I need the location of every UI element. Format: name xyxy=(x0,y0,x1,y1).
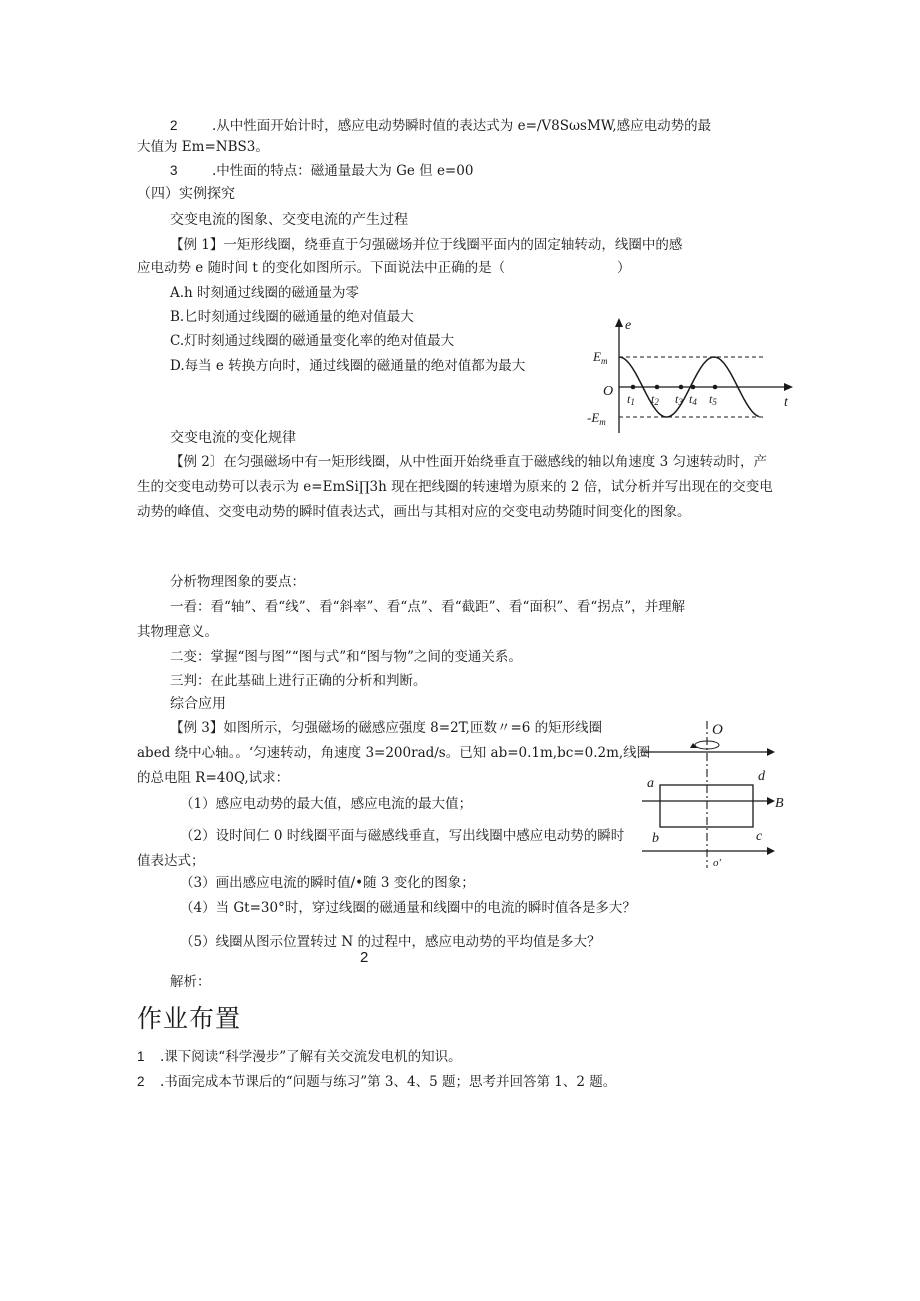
label-d: d xyxy=(758,769,765,784)
tick-dot-2 xyxy=(655,385,660,390)
homework-item-1-text: .课下阅读“科学漫步”了解有关交流发电机的知识。 xyxy=(160,1049,462,1065)
emf-time-graph xyxy=(585,315,800,435)
subheading-graph: 交变电流的图象、交变电流的产生过程 xyxy=(170,212,408,228)
ex1-option-a: A.h 时刻通过线圈的磁通量为零 xyxy=(170,285,360,301)
field-arrow-1 xyxy=(767,748,775,756)
analysis-title: 分析物理图象的要点： xyxy=(170,574,305,590)
ex3-question-2: （2）设时间仁 0 时线圈平面与磁感线垂直，写出线圈中感应电动势的瞬时 xyxy=(180,828,625,844)
tick-dot-1 xyxy=(631,385,636,390)
ex1-line2: 应电动势 e 随时间 t 的变化如图所示。下面说法中正确的是（ xyxy=(137,260,506,276)
tick-label-t3: t3 xyxy=(675,392,683,407)
ex1-option-c: C.灯时刻通过线圈的磁通量变化率的绝对值最大 xyxy=(170,333,455,349)
item-2-text: .从中性面开始计时，感应电动势瞬时值的表达式为 e=∕V8SωsMW,感应电动势的最 xyxy=(212,118,712,134)
field-arrow-3 xyxy=(767,847,775,855)
em-top-label: $E_m$ xyxy=(593,349,608,366)
ex3-question-4: （4）当 Gt=30°时，穿过线圈的磁通量和线圈中的电流的瞬时值各是多大？ xyxy=(180,900,636,916)
analysis-two: 二变：掌握“图与图”“图与式”和“图与物”之间的变通关系。 xyxy=(170,649,522,665)
ex3-question-5-denominator: 2 xyxy=(360,949,369,966)
tick-label-t4: t4 xyxy=(689,392,697,407)
origin-label: O xyxy=(603,384,614,399)
ex3-line1: 【例 3】如图所示，匀强磁场的磁感应强度 8=2T,匝数〃=6 的矩形线圈 xyxy=(170,720,603,736)
field-arrow-2 xyxy=(767,797,775,805)
ex2-line2: 生的交变电动势可以表示为 e=EmSi∏3h 现在把线圈的转速增为原来的 2 倍，试分析并写出现在的交变电 xyxy=(137,479,773,495)
tick-label-t1: t1 xyxy=(627,392,635,407)
x-axis-arrow xyxy=(784,383,793,391)
label-field-b: B xyxy=(775,796,784,811)
ex1-paren-close: ） xyxy=(617,260,631,276)
ex1-option-d: D.每当 e 转换方向时，通过线圈的磁通量的绝对值都为最大 xyxy=(170,358,526,374)
rotating-coil-diagram xyxy=(640,718,800,868)
ex2-line1: 【例 2〕在匀强磁场中有一矩形线圈，从中性面开始绕垂直于磁感线的轴以角速度 3 匀速转动时，产 xyxy=(170,454,768,470)
label-a: a xyxy=(647,776,654,791)
y-axis-arrow xyxy=(615,318,623,327)
item-3-num: 3 xyxy=(170,163,178,178)
analysis-three: 三判：在此基础上进行正确的分析和判断。 xyxy=(170,673,427,689)
homework-title: 作业布置 xyxy=(137,1004,242,1033)
ex2-line3: 动势的峰值、交变电动势的瞬时值表达式，画出与其相对应的交变电动势随时间变化的图象。 xyxy=(137,504,691,520)
label-c: c xyxy=(756,829,763,844)
ex1-option-b: B.匕时刻通过线圈的磁通量的绝对值最大 xyxy=(170,309,414,325)
tick-dot-5 xyxy=(713,385,718,390)
homework-item-1-num: 1 xyxy=(137,1049,145,1064)
ex1-line1: 【例 1】一矩形线圈，绕垂直于匀强磁场并位于线圈平面内的固定轴转动，线圈中的感 xyxy=(170,237,683,253)
item-2-continued: 大值为 Em=NBS3。 xyxy=(137,139,269,155)
analysis-one-continued: 其物理意义。 xyxy=(137,624,218,640)
homework-item-2-num: 2 xyxy=(137,1074,145,1089)
label-o-top: O xyxy=(712,722,723,738)
tick-label-t5: t5 xyxy=(709,392,717,407)
label-o-bottom: o' xyxy=(713,857,721,868)
ex3-line3: 的总电阻 R=40Q,试求： xyxy=(137,770,290,786)
subheading-rules: 交变电流的变化规律 xyxy=(170,430,296,446)
analysis-one: 一看：看“轴”、看“线”、看“斜率”、看“点”、看“截距”、看“面积”、看“拐点”，并理解 xyxy=(170,599,686,615)
tick-dot-4 xyxy=(691,385,696,390)
ex3-line2: abed 绕中心轴。。‘匀速转动，角速度 3=200rad∕s。已知 ab=0.1m,bc=0.2m,线圈 xyxy=(137,745,651,761)
label-b: b xyxy=(652,831,659,846)
x-axis-label: t xyxy=(784,395,788,410)
ex3-question-1: （1）感应电动势的最大值，感应电流的最大值； xyxy=(180,796,473,812)
homework-item-2-text: .书面完成本节课后的“问题与练习”第 3、4、5 题；思考并回答第 1、2 题。 xyxy=(160,1074,617,1090)
item-3-text: .中性面的特点：磁通量最大为 Ge 但 e=00 xyxy=(212,163,474,179)
subheading-application: 综合应用 xyxy=(170,696,226,712)
y-axis-label: e xyxy=(625,318,632,333)
section-title: （四）实例探究 xyxy=(137,186,235,202)
item-2-num: 2 xyxy=(170,118,178,133)
ex3-question-3: （3）画出感应电流的瞬时值/•随 3 变化的图象； xyxy=(180,875,475,891)
ex3-question-5: （5）线圈从图示位置转过 N 的过程中，感应电动势的平均值是多大？ xyxy=(180,934,601,950)
ex3-answer-label: 解析： xyxy=(170,974,211,990)
tick-label-t2: t2 xyxy=(651,392,659,407)
em-bottom-label: $-E_m$ xyxy=(587,410,606,427)
ex3-question-2-continued: 值表达式； xyxy=(137,853,205,869)
tick-dot-3 xyxy=(679,385,684,390)
